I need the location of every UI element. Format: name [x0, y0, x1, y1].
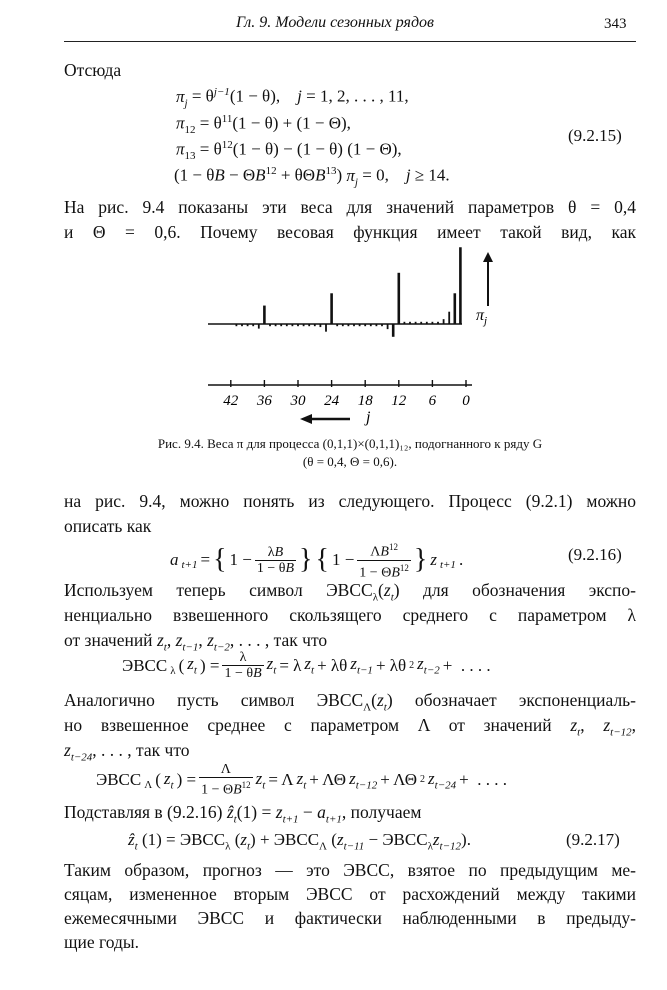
eq-number-9-2-15: (9.2.15): [568, 126, 622, 145]
para-6-line-4: щие годы.: [64, 932, 140, 952]
pi-subscript-text: j: [484, 315, 488, 327]
x-tick-label-0: 0: [462, 393, 470, 409]
page-number: 343: [604, 16, 627, 32]
para-5: Подставляя в (9.2.16) ẑ$_t$(1) = $z_{t+1} - a_{t+1}$, получаем: [64, 802, 422, 826]
x-tick-label-12: 12: [391, 393, 407, 409]
word-otsyuda: Отсюда: [64, 60, 122, 80]
para-2-line-2: описать как: [64, 516, 152, 536]
equation-9-2-17: ẑ$_t$ $(1) = ЭВСС_\lambda$ $(z_t)$ + $ЭВСС_\Lambda$ ($z_{t-11}$ − $ЭВСС_\lambda z_{t-12}$).: [128, 830, 471, 853]
equation-evss-Lambda: ЭВСС Λ ( $z_t$ ) = Λ $1 - \Theta B^{12}$ $z_t$ = Λ $z_t$ + ΛΘ $z_{t-12}$ + ΛΘ 2 $z_{t-24}$ + . . . .: [96, 762, 507, 798]
equation-evss-lambda: ЭВСС λ ( $z_t$ ) = λ 1 − θB $z_t$ = λ $z_t$ + λθ $z_{t-1}$ + λθ 2 $z_{t-2}$ + . . . .: [122, 650, 491, 681]
para-6-line-2: сяцам, измененное вторым ЭВСС от расхождений между такими: [64, 884, 636, 904]
para-3-line-1: Используем теперь символ $ЭВСС_\lambda(z_t)$ для обозначения экспо-: [64, 580, 636, 604]
eq-number-9-2-16: (9.2.16): [568, 545, 622, 564]
pi-label-text: π: [476, 307, 485, 324]
x-tick-label-42: 42: [223, 393, 239, 409]
equation-9-2-16: a $_{t+1}$ = { 1 − λB 1 − θB } { 1 − ΛB$^{12}$ $1 - \Theta B^{12}$ } z $_{t+1}$ .: [170, 542, 464, 581]
para-2-line-1: на рис. 9.4, можно понять из следующего. Процесс (9.2.1) можно: [64, 491, 636, 511]
eq-9-2-15-line-4: $(1 - \theta B - \Theta B^{12} + \theta\Theta B^{13})$ $\pi_j = 0$, j ≥ 14.: [174, 165, 450, 189]
para-1-line-2: и Θ = 0,6. Почему весовая функция имеет такой вид, как: [64, 222, 636, 242]
para-3-line-3: от значений $z_t$, $z_{t-1}$, $z_{t-2}$, . . . , так что: [64, 630, 328, 654]
eq-9-2-15-line-2: $\pi_{12} = \theta^{11}(1 - \theta) + (1 - \Theta)$,: [176, 113, 351, 137]
para-3-line-2: ненциально взвешенного скользящего среднего с параметром λ: [64, 605, 636, 625]
para-4-line-2: но взвешенное среднее с параметром Λ от значений $z_t$, $z_{t-12}$,: [64, 715, 637, 739]
x-tick-label-30: 30: [290, 393, 306, 409]
running-head: Гл. 9. Модели сезонных рядов: [236, 14, 434, 31]
para-6-line-1: Таким образом, прогноз — это ЭВСС, взятое по предыдущим ме-: [64, 860, 636, 880]
eq-9-2-15-line-1: $\pi_j = \theta^{j-1}(1 - \theta)$, j = 1, 2, . . . , 11,: [176, 86, 409, 110]
x-tick-label-24: 24: [324, 393, 340, 409]
axis-j-label: j: [366, 409, 371, 426]
figure-caption-line-2: (θ = 0,4, Θ = 0,6).: [302, 454, 398, 469]
eq-9-2-15-line-3: $\pi_{13} = \theta^{12}(1 - \theta) - (1 - \theta) (1 - \Theta)$,: [176, 139, 402, 163]
para-1-line-1: На рис. 9.4 показаны эти веса для значений параметров θ = 0,4: [64, 197, 636, 217]
para-6-line-3: ежемесячными ЭВСС и фактически наблюденными в предыду-: [64, 908, 636, 928]
header-rule: [64, 41, 636, 42]
figure-9-4-weights-chart: [190, 240, 510, 430]
up-arrow-icon: [483, 252, 493, 262]
x-tick-label-18: 18: [357, 393, 373, 409]
pi-j-label: [476, 307, 487, 327]
x-tick-label-36: 36: [256, 393, 272, 409]
para-4-line-1: Аналогично пусть символ $ЭВСС_\Lambda(z_t)$ обозначает экспоненциаль-: [64, 690, 636, 714]
figure-caption-line-1: Рис. 9.4. Веса π для процесса (0,1,1)×(0,1,1)₁₂, подогнанного к ряду G: [157, 436, 543, 451]
x-tick-label-6: 6: [428, 393, 437, 409]
left-arrow-icon: [300, 414, 312, 424]
para-4-line-3: $z_{t-24}$, . . . , так что: [64, 740, 190, 764]
eq-number-9-2-17: (9.2.17): [566, 830, 620, 849]
